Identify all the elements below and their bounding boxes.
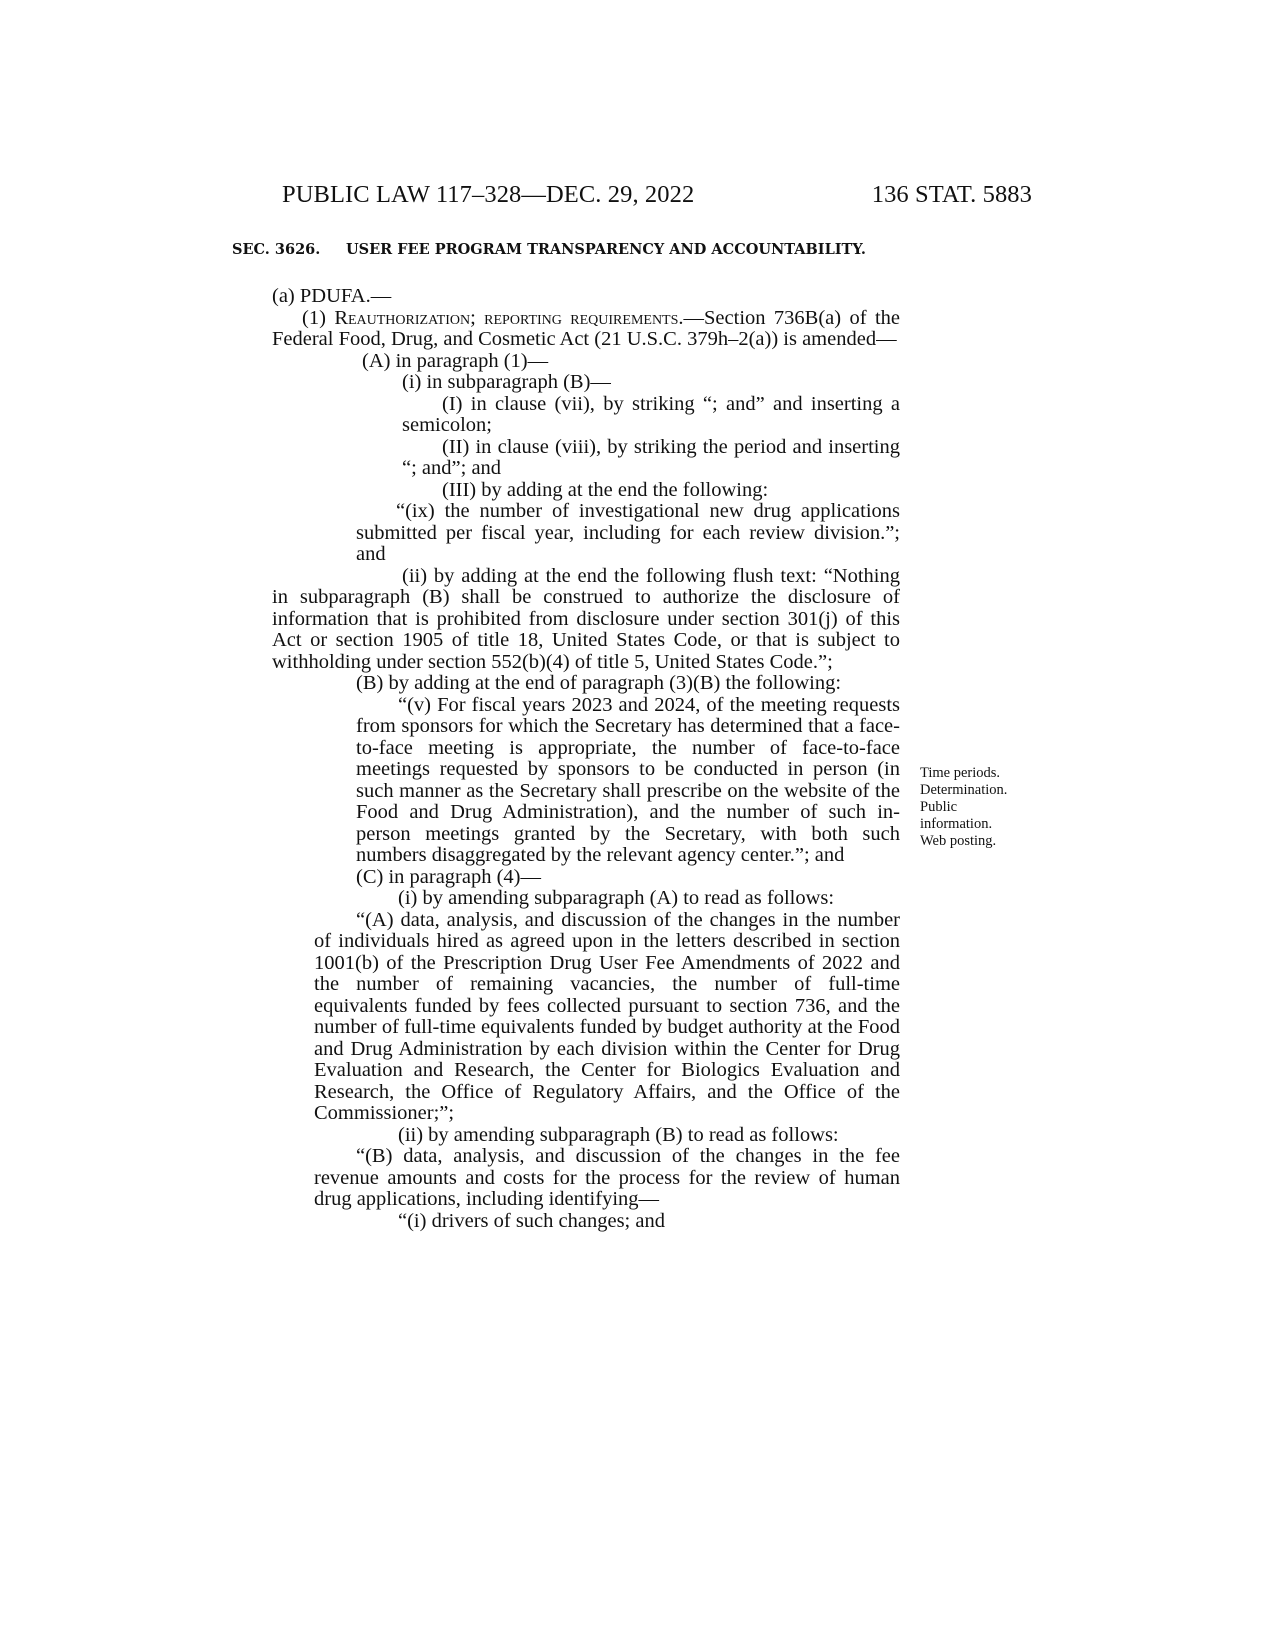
- subclause-III: (III) by adding at the end the following:: [442, 478, 769, 501]
- statute-body: [272, 286, 900, 1232]
- margin-note-line: Public: [920, 799, 958, 815]
- header-stat-page: 136 STAT. 5883: [871, 181, 1032, 208]
- quoted-subparagraph-A: “(A) data, analysis, and discussion of the changes in the number of individuals hired as agreed upon in the letters described in section 1001(b) of the Prescription Drug User Fee Amendments of 2022 and the number of remaining vacancies, the number of full-time equivalents funded by fees collected pursuant to section 736, and the number of full-time equivalents funded by budget authority at the Food and Drug Administration by each division within the Center for Drug Evaluation and Research, the Center for Biologics Evaluation and Research, the Office of Regulatory Affairs, and the Office of the Commissioner;”;: [314, 908, 900, 1124]
- subclause-I: (I) in clause (vii), by striking “; and” and inserting a semicolon;: [402, 392, 900, 436]
- subsection-a: (a) PDUFA.—: [272, 285, 392, 307]
- section-number: SEC. 3626.: [232, 241, 321, 258]
- margin-note-line: Time periods.: [920, 765, 1001, 781]
- subparagraph-B: (B) by adding at the end of paragraph (3)(B) the following:: [356, 672, 842, 694]
- quoted-clause-v: “(v) For fiscal years 2023 and 2024, of the meeting requests from sponsors for which the Secretary has determined that a face-to-face meeting is appropriate, the number of face-to-face meetings requested by sponsors to be conducted in person (in such manner as the Secretary shall prescribe on the website of the Food and Drug Administration), and the number of such in-person meetings granted by the Secretary, with both such numbers disaggregated by the relevant agency center.”; and: [356, 693, 900, 866]
- quoted-subparagraph-B: “(B) data, analysis, and discussion of the changes in the fee revenue amounts and costs for the process for the review of human drug applications, including identifying—: [314, 1145, 900, 1210]
- clause-i: (i) in subparagraph (B)—: [402, 371, 611, 393]
- running-header: [232, 181, 1032, 213]
- subparagraph-A: (A) in paragraph (1)—: [362, 349, 549, 372]
- clause-ii-flush-text: (ii) by adding at the end the following flush text: “Nothing in subparagraph (B) shall be construed to authorize the disclosure of information that is prohibited from disclosure under section 301(j) of this Act or section 1905 of title 18, United States Code, or that is subject to withholding under section 552(b)(4) of title 5, United States Code.”;: [272, 564, 900, 673]
- subparagraph-C: (C) in paragraph (4)—: [356, 865, 542, 888]
- margin-note-line: Web posting.: [920, 833, 997, 849]
- margin-note-line: information.: [920, 816, 993, 832]
- subclause-II: (II) in clause (viii), by striking the period and inserting “; and”; and: [402, 435, 900, 479]
- section-title: USER FEE PROGRAM TRANSPARENCY AND ACCOUNTABILITY.: [346, 241, 866, 258]
- paragraph-1: [272, 308, 900, 351]
- section-heading: [232, 240, 912, 259]
- clause-C-ii: (ii) by amending subparagraph (B) to read as follows:: [398, 1123, 839, 1146]
- quoted-clause-ix: “(ix) the number of investigational new drug applications submitted per fiscal year, including for each review division.”; and: [356, 500, 900, 565]
- header-public-law: PUBLIC LAW 117–328—DEC. 29, 2022: [282, 181, 695, 208]
- paragraph-1-number: (1): [302, 306, 335, 329]
- paragraph-1-text: —Section 736B(a) of the Federal Food, Drug, and Cosmetic Act (21 U.S.C. 379h–2(a)) is amended—: [272, 306, 901, 350]
- quoted-clause-i: “(i) drivers of such changes; and: [398, 1209, 665, 1232]
- margin-note-line: Determination.: [920, 782, 1008, 798]
- margin-note: [920, 765, 1060, 850]
- clause-C-i: (i) by amending subparagraph (A) to read as follows:: [398, 887, 835, 909]
- paragraph-1-heading: Reauthorization; reporting requirements.: [334, 306, 684, 329]
